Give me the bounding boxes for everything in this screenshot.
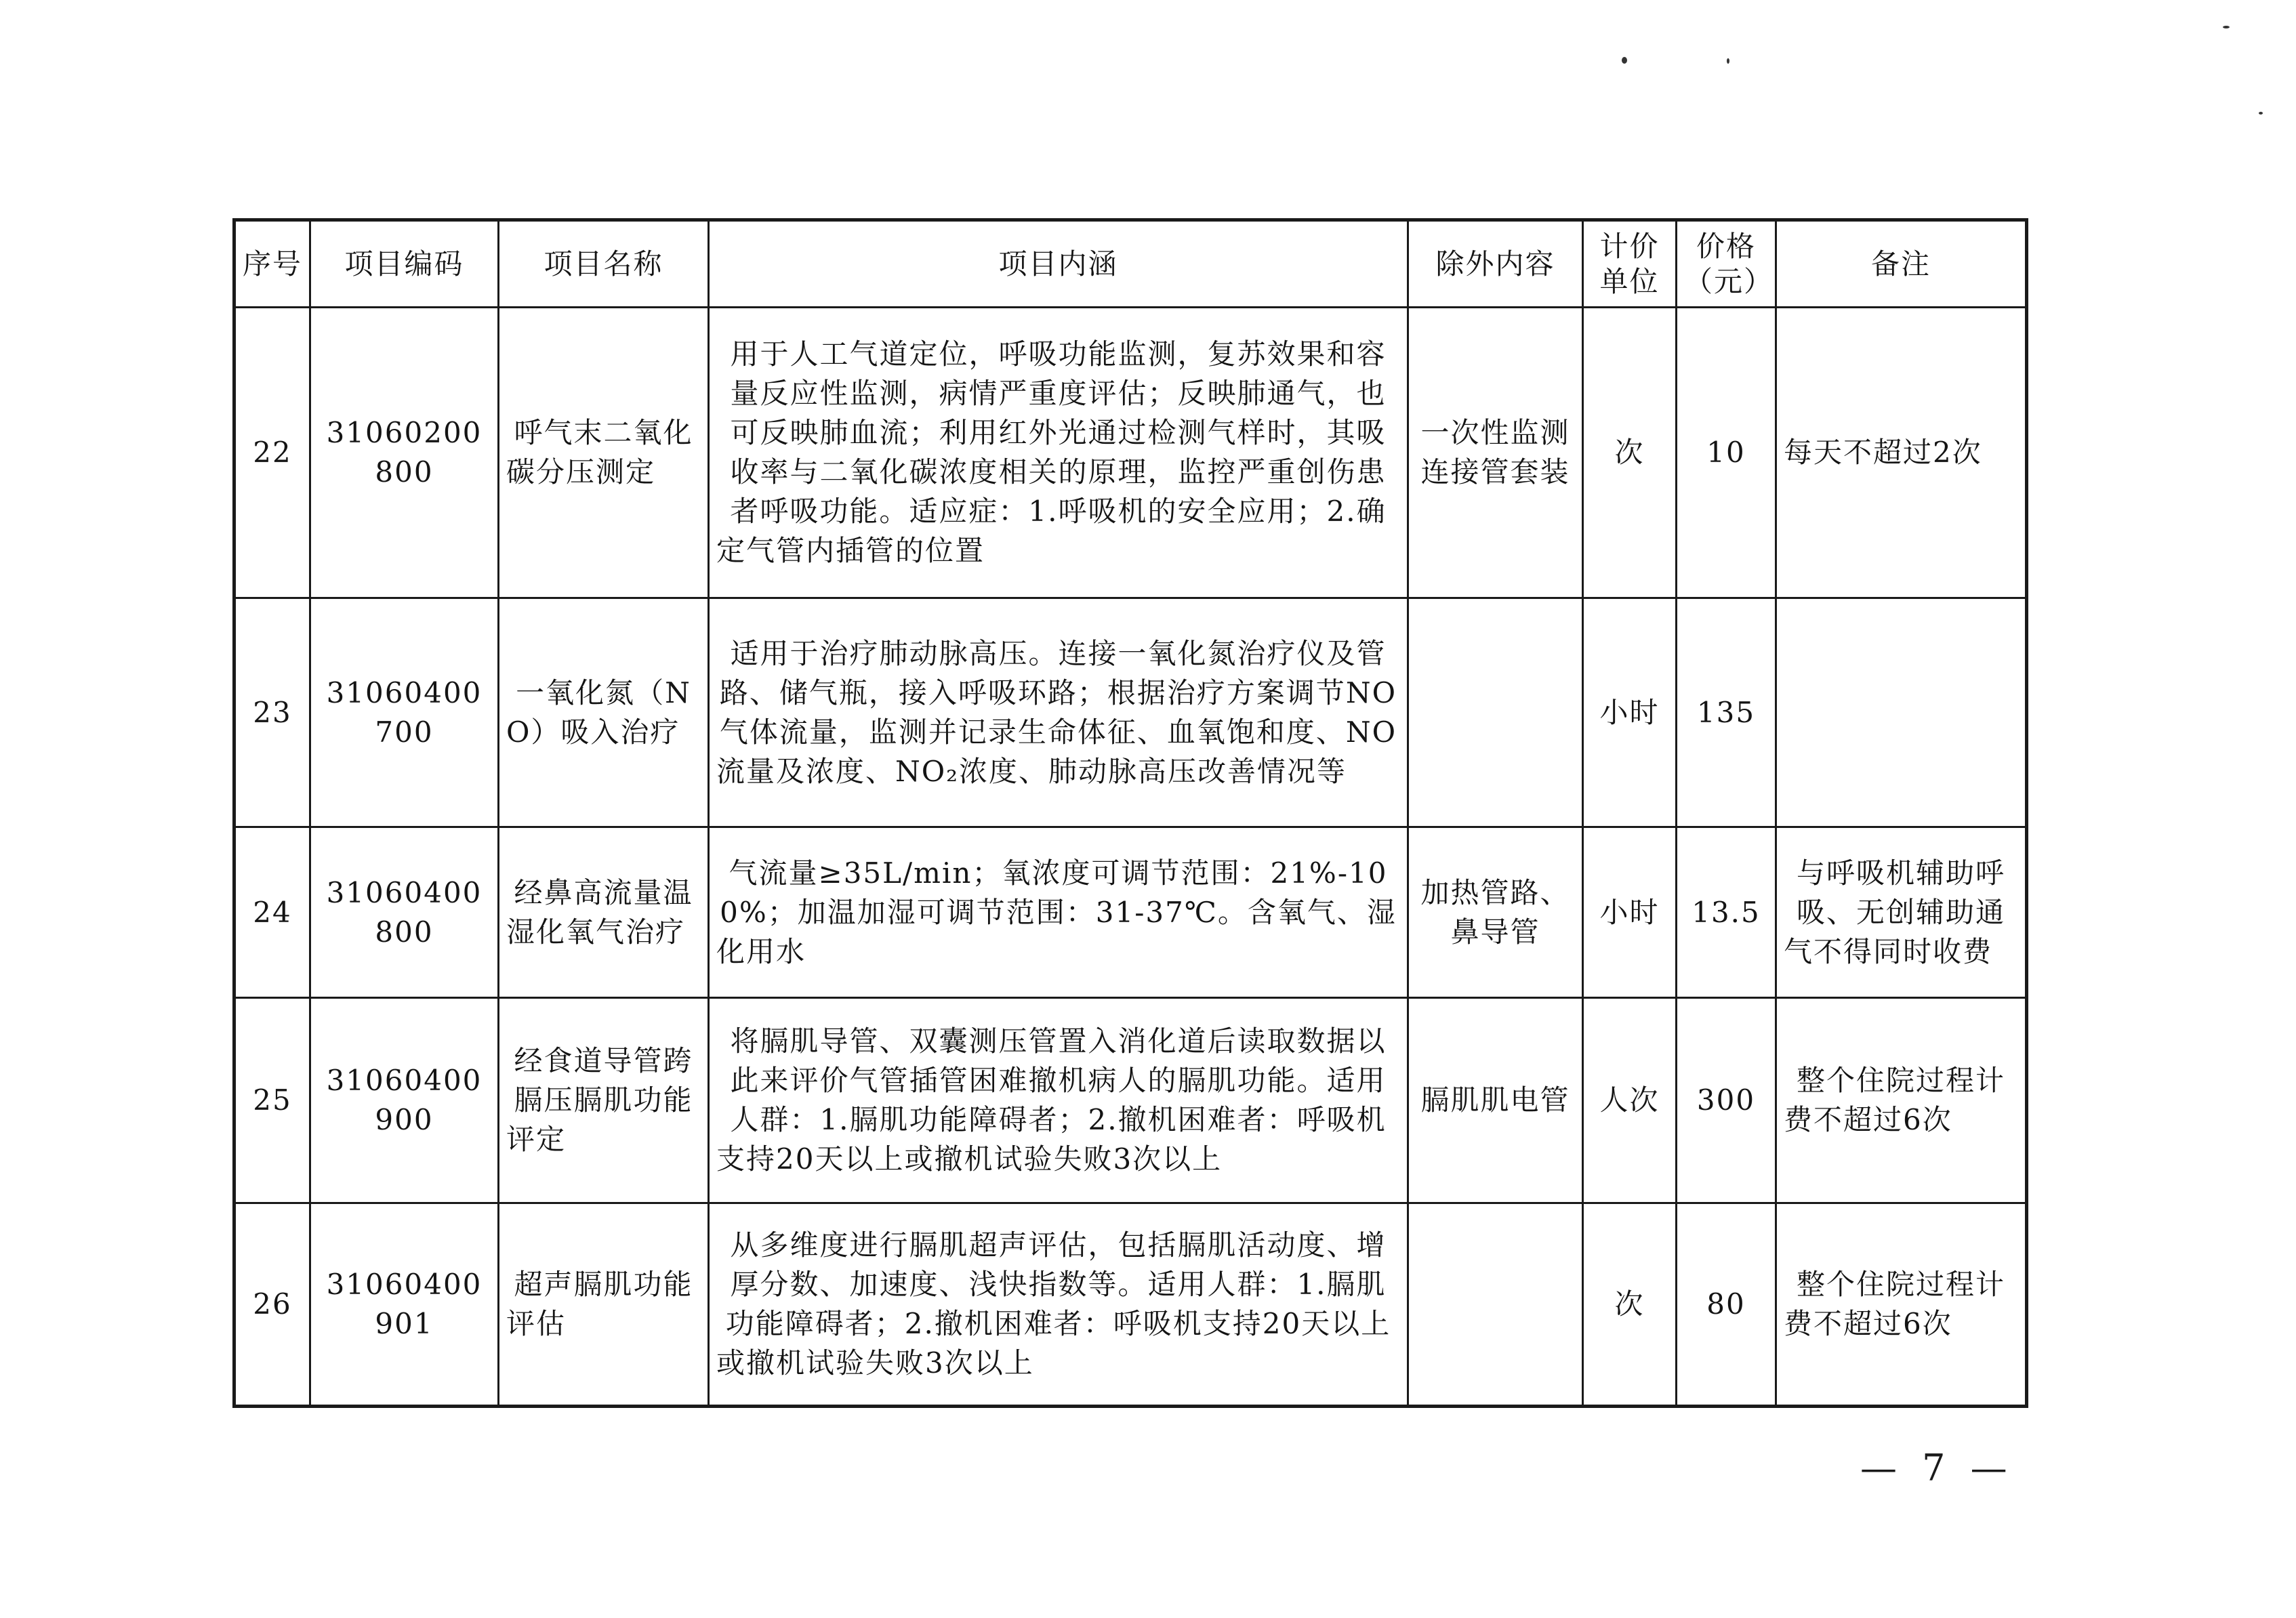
table-header xyxy=(234,220,2027,308)
cell-content: 从多维度进行膈肌超声评估，包括膈肌活动度、增厚分数、加速度、浅快指数等。适用人群：1.膈肌功能障碍者；2.撤机困难者：呼吸机支持20天以上或撤机试验失败3次以上 xyxy=(709,1203,1408,1407)
price-table-container xyxy=(232,218,2025,1408)
header-content: 项目内涵 xyxy=(709,220,1408,308)
header-name: 项目名称 xyxy=(499,220,709,308)
table-row xyxy=(234,598,2027,827)
cell-code: 31060400800 xyxy=(310,827,499,998)
table-row xyxy=(234,998,2027,1203)
cell-excluded xyxy=(1408,598,1583,827)
cell-content: 将膈肌导管、双囊测压管置入消化道后读取数据以此来评价气管插管困难撤机病人的膈肌功能。适用人群：1.膈肌功能障碍者；2.撤机困难者：呼吸机支持20天以上或撤机试验失败3次以上 xyxy=(709,998,1408,1203)
cell-remarks xyxy=(1776,598,2027,827)
cell-excluded: 膈肌肌电管 xyxy=(1408,998,1583,1203)
cell-price: 300 xyxy=(1677,998,1776,1203)
header-price: 价格（元） xyxy=(1677,220,1776,308)
scan-speck xyxy=(2223,26,2230,28)
cell-code: 31060400901 xyxy=(310,1203,499,1407)
table-row xyxy=(234,1203,2027,1407)
cell-content: 用于人工气道定位，呼吸功能监测，复苏效果和容量反应性监测，病情严重度评估；反映肺通气，也可反映肺血流；利用红外光通过检测气样时，其吸收率与二氧化碳浓度相关的原理，监控严重创伤患者呼吸功能。适应症：1.呼吸机的安全应用；2.确定气管内插管的位置 xyxy=(709,308,1408,598)
table-row xyxy=(234,827,2027,998)
cell-remarks: 整个住院过程计费不超过6次 xyxy=(1776,1203,2027,1407)
cell-content: 气流量≥35L/min；氧浓度可调节范围：21%-100%；加温加湿可调节范围：31-37℃。含氧气、湿化用水 xyxy=(709,827,1408,998)
cell-seq: 22 xyxy=(234,308,310,598)
price-table xyxy=(232,218,2028,1408)
cell-unit: 次 xyxy=(1583,308,1677,598)
cell-price: 135 xyxy=(1677,598,1776,827)
header-excluded: 除外内容 xyxy=(1408,220,1583,308)
header-seq: 序号 xyxy=(234,220,310,308)
cell-seq: 25 xyxy=(234,998,310,1203)
cell-name: 呼气末二氧化碳分压测定 xyxy=(499,308,709,598)
cell-seq: 26 xyxy=(234,1203,310,1407)
page-number: — 7 — xyxy=(1860,1447,2014,1489)
header-remarks: 备注 xyxy=(1776,220,2027,308)
cell-unit: 小时 xyxy=(1583,598,1677,827)
cell-excluded: 加热管路、鼻导管 xyxy=(1408,827,1583,998)
cell-name: 经鼻高流量温湿化氧气治疗 xyxy=(499,827,709,998)
cell-seq: 24 xyxy=(234,827,310,998)
header-unit: 计价单位 xyxy=(1583,220,1677,308)
cell-name: 一氧化氮（NO）吸入治疗 xyxy=(499,598,709,827)
cell-name: 超声膈肌功能评估 xyxy=(499,1203,709,1407)
cell-excluded: 一次性监测连接管套装 xyxy=(1408,308,1583,598)
table-row xyxy=(234,308,2027,598)
scan-speck xyxy=(1727,58,1729,64)
cell-code: 31060400700 xyxy=(310,598,499,827)
cell-excluded xyxy=(1408,1203,1583,1407)
cell-unit: 小时 xyxy=(1583,827,1677,998)
cell-price: 13.5 xyxy=(1677,827,1776,998)
cell-unit: 次 xyxy=(1583,1203,1677,1407)
cell-code: 31060400900 xyxy=(310,998,499,1203)
cell-content: 适用于治疗肺动脉高压。连接一氧化氮治疗仪及管路、储气瓶，接入呼吸环路；根据治疗方案调节NO气体流量，监测并记录生命体征、血氧饱和度、NO流量及浓度、NO₂浓度、肺动脉高压改善情况等 xyxy=(709,598,1408,827)
cell-remarks: 每天不超过2次 xyxy=(1776,308,2027,598)
scan-speck xyxy=(2259,112,2263,115)
cell-code: 31060200800 xyxy=(310,308,499,598)
header-code: 项目编码 xyxy=(310,220,499,308)
cell-seq: 23 xyxy=(234,598,310,827)
cell-unit: 人次 xyxy=(1583,998,1677,1203)
cell-price: 10 xyxy=(1677,308,1776,598)
cell-price: 80 xyxy=(1677,1203,1776,1407)
scan-speck xyxy=(1622,57,1627,64)
cell-remarks: 整个住院过程计费不超过6次 xyxy=(1776,998,2027,1203)
header-row xyxy=(234,220,2027,308)
cell-remarks: 与呼吸机辅助呼吸、无创辅助通气不得同时收费 xyxy=(1776,827,2027,998)
table-body xyxy=(234,308,2027,1407)
cell-name: 经食道导管跨膈压膈肌功能评定 xyxy=(499,998,709,1203)
